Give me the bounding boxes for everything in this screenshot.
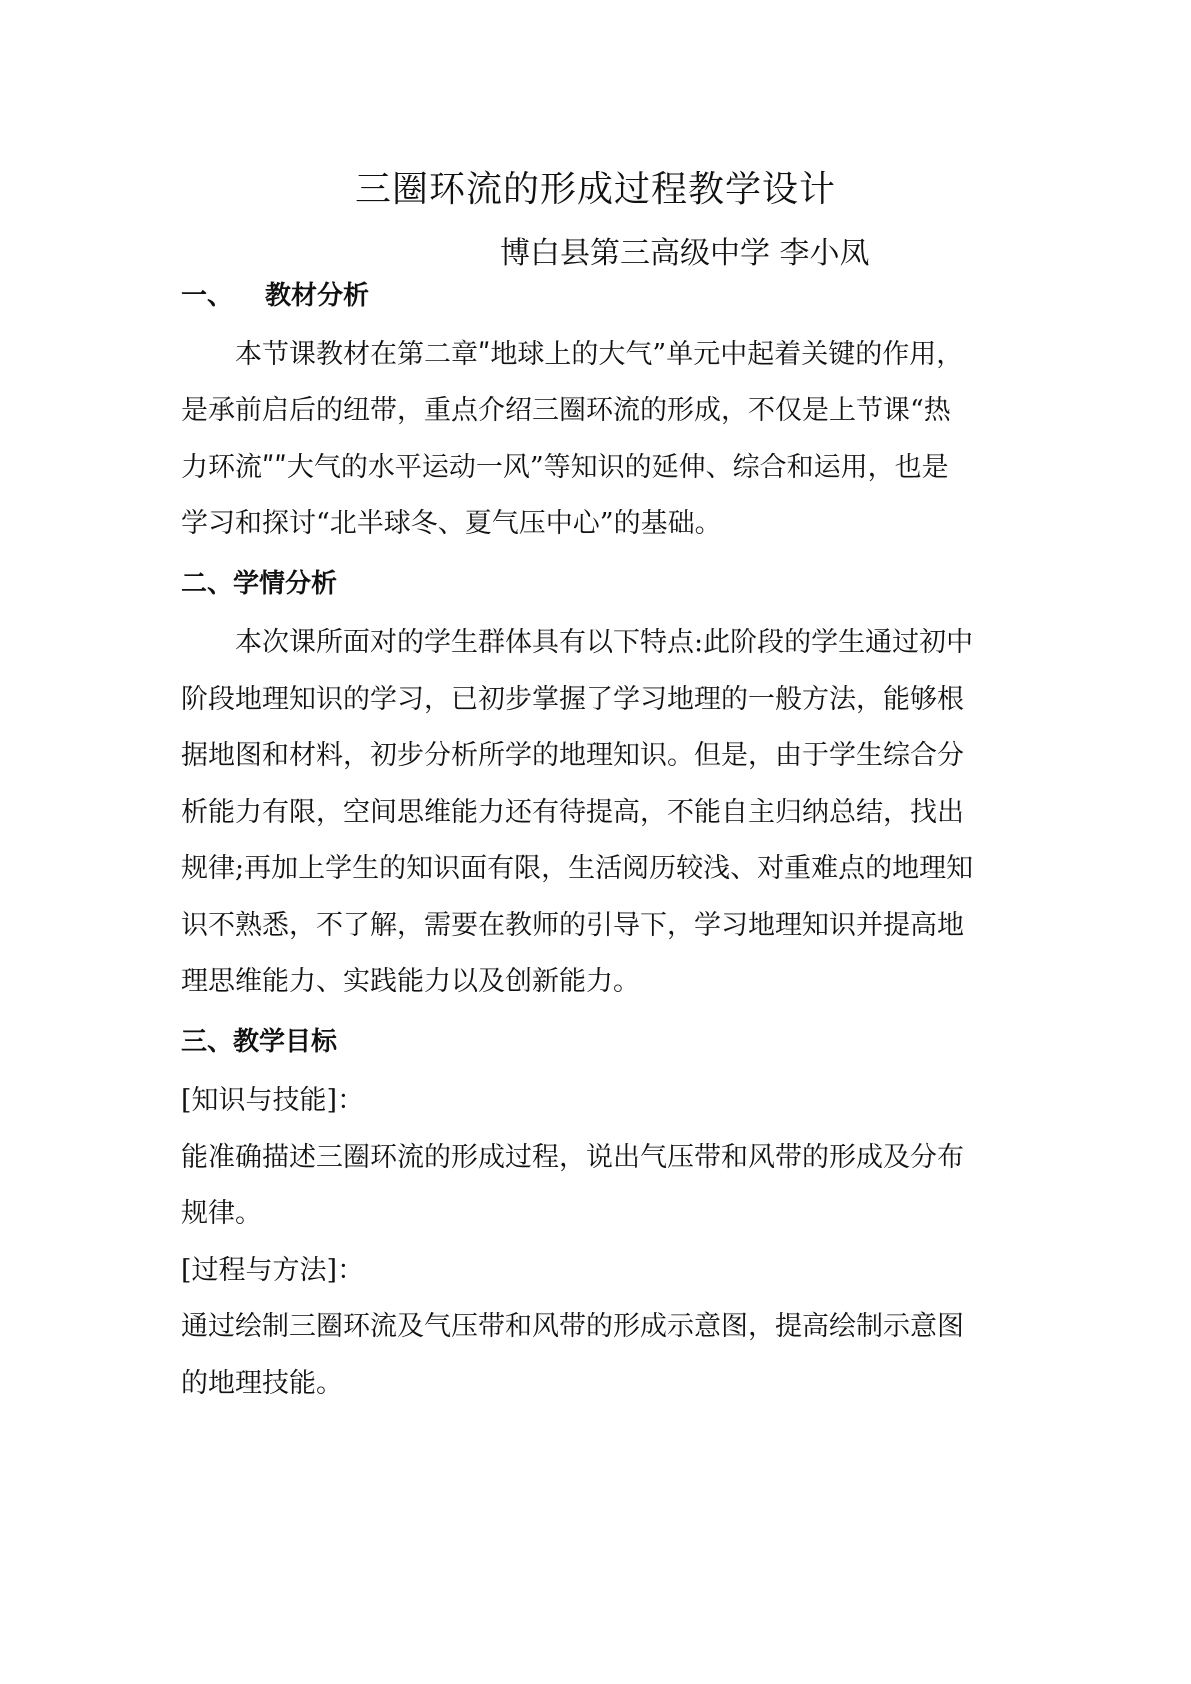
section-heading-1 — [181, 278, 369, 314]
section-heading-2: 二、学情分析 — [181, 569, 338, 599]
paragraph-line: 据地图和材料，初步分析所学的地理知识。但是，由于学生综合分 — [181, 740, 964, 771]
paragraph-line: 的地理技能。 — [181, 1368, 343, 1399]
paragraph-line: 本节课教材在第二章ʺ地球上的大气”单元中起着关键的作用， — [235, 339, 964, 370]
paragraph-line: 通过绘制三圈环流及气压带和风带的形成示意图，提高绘制示意图 — [181, 1311, 964, 1342]
paragraph-line: 阶段地理知识的学习，已初步掌握了学习地理的一般方法，能够根 — [181, 684, 964, 715]
paragraph-line: 力环流ʺʺ大气的水平运动一风”等知识的延伸、综合和运用，也是 — [181, 452, 949, 483]
section-number-1: 一、 — [181, 281, 234, 311]
paragraph-line: 能准确描述三圈环流的形成过程，说出气压带和风带的形成及分布 — [181, 1142, 964, 1173]
section-title-1: 教材分析 — [265, 281, 370, 311]
paragraph-line: 学习和探讨“北半球冬、夏气压中心”的基础。 — [181, 508, 722, 539]
paragraph-line: 识不熟悉，不了解，需要在教师的引导下，学习地理知识并提高地 — [181, 910, 964, 941]
document-author: 博白县第三高级中学 李小凤 — [500, 236, 870, 271]
paragraph-line: 是承前启后的纽带，重点介绍三圈环流的形成，不仅是上节课“热 — [181, 395, 951, 426]
subsection-label: [知识与技能]： — [181, 1085, 365, 1116]
paragraph-line: 理思维能力、实践能力以及创新能力。 — [181, 966, 640, 997]
paragraph-line: 本次课所面对的学生群体具有以下特点:此阶段的学生通过初中 — [235, 627, 974, 658]
paragraph-line: 规律;再加上学生的知识面有限，生活阅历较浅、对重难点的地理知 — [181, 853, 974, 884]
paragraph-line: 规律。 — [181, 1198, 262, 1229]
subsection-label: [过程与方法]： — [181, 1255, 365, 1286]
document-title: 三圈环流的形成过程教学设计 — [354, 169, 836, 210]
paragraph-line: 析能力有限，空间思维能力还有待提高，不能自主归纳总结，找出 — [181, 797, 964, 828]
section-heading-3: 三、教学目标 — [181, 1027, 338, 1057]
